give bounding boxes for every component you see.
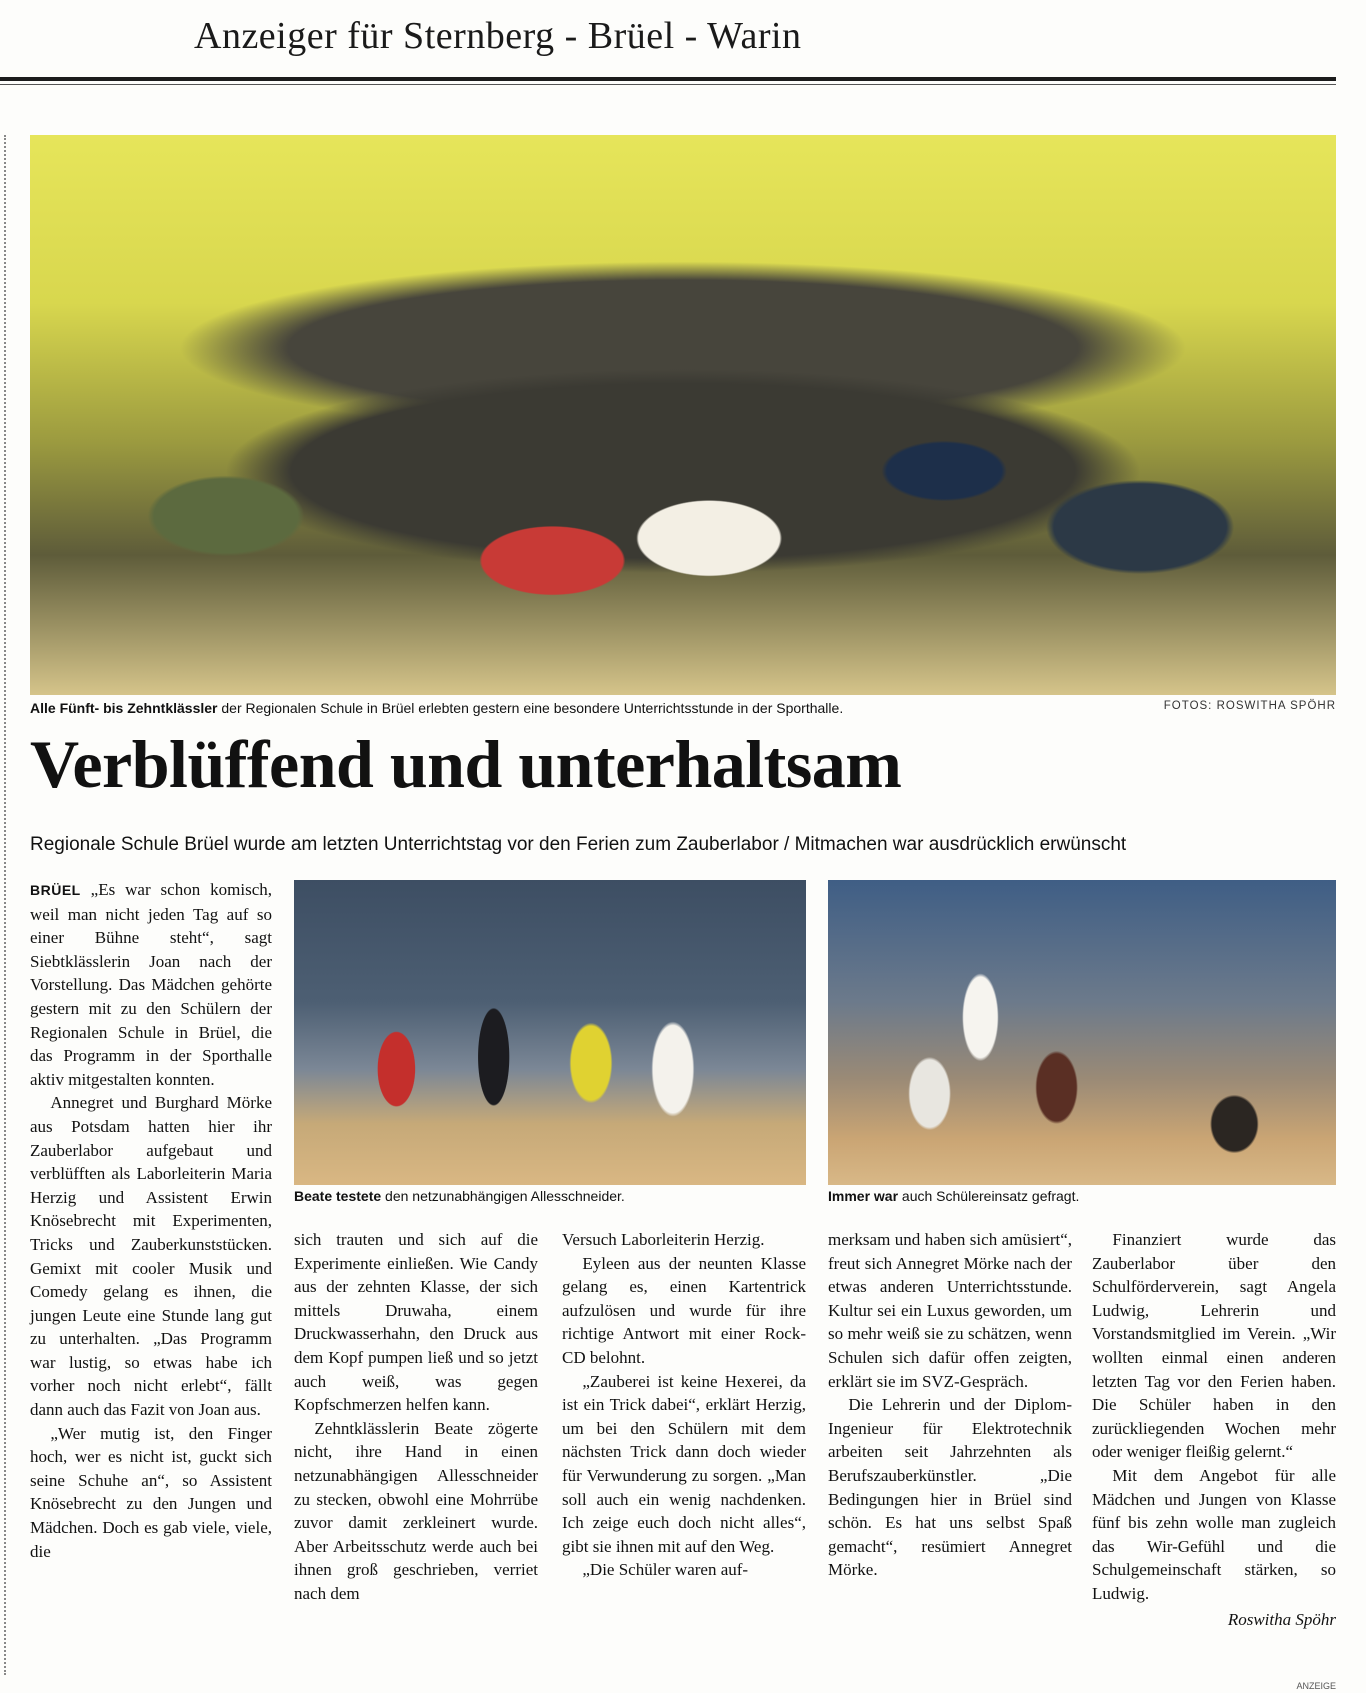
main-photo-caption [30,700,843,716]
left-photo-caption [294,1188,625,1204]
article-column-4 [828,1228,1072,1582]
left-caption-text: den netzunabhängigen Allesschneider. [381,1188,625,1204]
paragraph: Zehntklässlerin Beate zögerte nicht, ihre Hand in einen netzunabhängigen Allesschneider zu stecken, obwohl eine Mohrrübe zuvor damit zerkleinert wurde. Aber Arbeitsschutz werde auch bei ihnen groß geschrieben, verriet nach dem [294,1418,538,1603]
left-caption-bold: Beate testete [294,1188,382,1204]
author-byline: Roswitha Spöhr [1227,1609,1336,1629]
dateline: BRÜEL [30,882,81,898]
newspaper-masthead: Anzeiger für Sternberg - Brüel - Warin [194,15,802,57]
article-column-2 [294,1228,538,1606]
right-caption-bold: Immer war [828,1188,899,1204]
paragraph: Annegret und Burghard Mörke aus Potsdam hatten hier ihr Zauberlabor aufgebaut und verblüfften als Laborleiterin Maria Herzig und Assistent Erwin Knösebrecht mit Experimenten, Tricks und Zauberkunststücken. Gemixt mit cooler Musik und Comedy gelang es ihnen, die jungen Leute eine Stunde lang gut zu unterhalten. „Das Programm war lustig, so etwas habe ich vorher noch nicht erlebt“, fällt dann auch das Fazit von Joan aus. [30,1093,272,1420]
article-subhead: Regionale Schule Brüel wurde am letzten Unterrichtstag vor den Ferien zum Zauberlabor / Mitmachen war ausdrücklich erwünscht [30,834,1127,855]
paragraph-text: „Es war schon komisch, weil man nicht jeden Tag auf so einer Bühne steht“, sagt Siebtklässlerin Joan nach der Vorstellung. Das Mädchen gehörte gestern mit zu den Schülern der Regionalen Schule in Brüel, die das Programm in der Sporthalle aktiv mitgestalten konnten. [30,880,272,1089]
paragraph: „Wer mutig ist, den Finger hoch, wer es nicht ist, guckt sich seine Schuhe an“, so Assistent Knösebrecht zu den Jungen und Mädchen. Doch es gab viele, viele, die [30,1423,272,1561]
masthead-rule-thin [0,84,1336,85]
paragraph: Finanziert wurde das Zauberlabor über den Schulförderverein, sagt Angela Ludwig, Lehrerin und Vorstandsmitglied im Verein. „Wir wollten einmal einen anderen letzten Tag vor den Ferien haben. Die Schüler haben in den zurückliegenden Wochen mehr oder weniger fleißig gelernt.“ [1092,1230,1336,1462]
paragraph: sich trauten und sich auf die Experimente einließen. Wie Candy aus der zehnten Klasse, der sich mittels Druwaha, einem Druckwasserhahn, den Druck aus dem Kopf pumpen ließ und so jetzt auch weiß, was gegen Kopfschmerzen helfen kann. [294,1230,538,1415]
main-caption-bold: Alle Fünft- bis Zehntklässler [30,700,218,716]
photo-credit: FOTOS: ROSWITHA SPÖHR [1163,700,1336,712]
paragraph: Versuch Laborleiterin Herzig. [562,1230,765,1249]
article-column-5 [1092,1228,1336,1631]
photo-students-participating [828,880,1336,1185]
right-caption-text: auch Schülereinsatz gefragt. [898,1188,1080,1204]
paragraph: Eyleen aus der neunten Klasse gelang es, einen Kartentrick aufzulösen und wurde für ihre richtige Antwort mit einer Rock-CD belohnt. [562,1253,806,1367]
column-dotted-rule [4,135,6,1675]
article-column-1 [30,878,272,1563]
paragraph: merksam und haben sich amüsiert“, freut sich Annegret Mörke nach der etwas anderen Unterrichtsstunde. Kultur sei ein Luxus geworden, um so mehr weiß sie zu schätzen, wenn Schulen sich dafür offen zeigten, erklärt sie im SVZ-Gespräch. [828,1230,1072,1391]
main-photo-students-audience [30,135,1336,695]
paragraph: Die Lehrerin und der Diplom-Ingenieur für Elektrotechnik arbeiten seit Jahrzehnten als Berufszauberkünstler. „Die Bedingungen hier in Brüel sind schön. Es hat uns selbst Spaß gemacht“, resümiert Annegret Mörke. [828,1395,1072,1580]
paragraph: „Die Schüler waren auf- [582,1560,749,1580]
main-caption-text: der Regionalen Schule in Brüel erlebten gestern eine besondere Unterrichtsstunde in der Sporthalle. [217,700,844,716]
article-column-3 [562,1228,806,1582]
masthead-rule [0,77,1336,81]
article-headline: Verblüffend und unterhaltsam [30,726,902,802]
footer-mark: ANZEIGE [1296,1681,1336,1691]
right-photo-caption [828,1188,1079,1204]
paragraph [30,878,272,1091]
paragraph: „Zauberei ist keine Hexerei, da ist ein Trick dabei“, erklärt Herzig, um bei den Schülern mit dem nächsten Trick dann doch wieder für Verwunderung zu sorgen. „Man soll auch ein wenig nachdenken. Ich zeige euch doch nicht alles“, gibt sie ihnen mit auf den Weg. [562,1371,806,1556]
paragraph: Mit dem Angebot für alle Mädchen und Jungen von Klasse fünf bis zehn wolle man zugleich das Wir-Gefühl und die Schulgemeinschaft stärken, so Ludwig. [1092,1465,1336,1603]
photo-stage-allesschneider [294,880,806,1185]
